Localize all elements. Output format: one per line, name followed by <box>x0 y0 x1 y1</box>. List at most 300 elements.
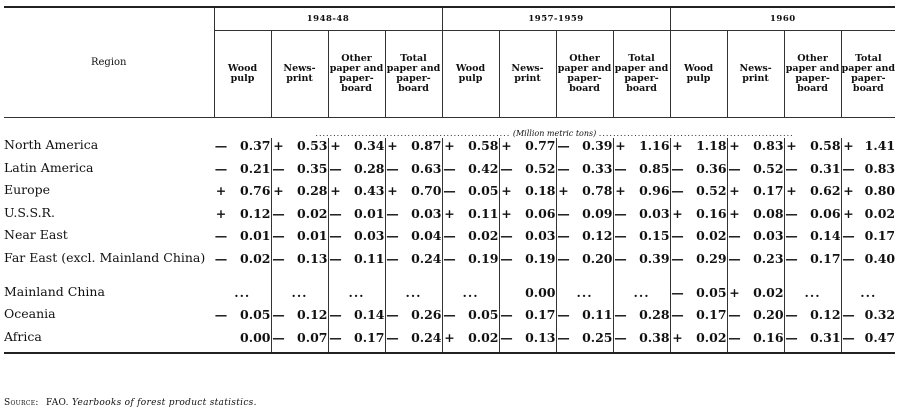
value-cell <box>727 138 784 161</box>
value-cell <box>727 183 784 206</box>
table-row <box>4 228 895 251</box>
value-cell <box>727 285 784 308</box>
value-cell <box>613 138 670 161</box>
region-column-header: Region <box>4 7 214 118</box>
sign-mark: — <box>386 228 399 243</box>
sign-mark: — <box>500 228 513 243</box>
value-cell <box>385 228 442 251</box>
value-number: 0.31 <box>810 160 841 176</box>
value-cell <box>214 330 271 354</box>
value-cell <box>613 228 670 251</box>
value-number: 0.02 <box>240 250 271 266</box>
value-cell <box>328 251 385 285</box>
value-cell <box>328 206 385 229</box>
value-number: 0.12 <box>582 228 613 243</box>
sign-mark: — <box>443 160 456 176</box>
value-number: 0.02 <box>696 329 727 345</box>
value-cell <box>727 206 784 229</box>
value-number: 0.07 <box>297 329 328 345</box>
region-label: Oceania <box>4 306 56 321</box>
value-number: 0.05 <box>240 307 271 322</box>
sign-mark: — <box>443 183 456 198</box>
value-cell <box>670 161 727 184</box>
value-cell <box>442 138 499 161</box>
value-number: 0.62 <box>810 183 841 198</box>
sign-mark: — <box>329 250 342 266</box>
value-number: 0.83 <box>864 160 896 176</box>
value-number: 0.00 <box>525 284 556 300</box>
sign-mark: — <box>728 307 741 322</box>
value-cell <box>727 161 784 184</box>
value-cell <box>841 161 895 184</box>
source-label: Source: <box>4 398 39 408</box>
sign-mark: + <box>672 329 683 345</box>
sign-mark: + <box>729 138 740 153</box>
value-number: 0.85 <box>639 160 670 176</box>
value-number: 0.38 <box>639 329 670 345</box>
value-number: 0.11 <box>582 307 613 322</box>
sign-mark: + <box>786 183 797 198</box>
sign-mark: + <box>444 329 455 345</box>
sign-mark: + <box>215 205 227 221</box>
sign-mark: + <box>729 183 740 198</box>
value-number: 0.02 <box>468 329 499 345</box>
sign-mark: — <box>614 329 627 345</box>
sign-mark: — <box>557 160 570 176</box>
value-cell <box>670 307 727 330</box>
source-title: Yearbooks of forest product statistics. <box>71 398 257 408</box>
value-number: 0.17 <box>696 307 727 322</box>
sign-mark: — <box>329 228 342 243</box>
units-row <box>4 118 895 139</box>
value-number: 0.26 <box>411 307 442 322</box>
value-number: 0.87 <box>411 138 442 153</box>
value-cell <box>613 251 670 285</box>
value-number: 0.02 <box>753 284 784 300</box>
sign-mark: + <box>729 284 740 300</box>
leader-dots: ....................................................... <box>598 129 794 138</box>
value-cell <box>385 138 442 161</box>
value-number: 0.11 <box>468 205 499 221</box>
not-available-mark: ... <box>633 284 650 300</box>
value-cell <box>841 251 895 285</box>
value-number: 0.32 <box>864 307 896 322</box>
table-row <box>4 285 895 308</box>
sign-mark: + <box>330 138 341 153</box>
not-available-mark: ... <box>348 284 365 300</box>
sign-mark: — <box>386 160 399 176</box>
sign-mark: + <box>387 138 398 153</box>
value-number: 0.52 <box>753 160 784 176</box>
value-number: 0.13 <box>297 250 328 266</box>
value-number: 0.35 <box>297 160 328 176</box>
value-number: 0.70 <box>411 183 442 198</box>
sign-mark: — <box>443 307 456 322</box>
header-period-row <box>4 7 895 31</box>
units-caption <box>214 118 895 139</box>
value-cell <box>385 307 442 330</box>
value-cell <box>214 307 271 330</box>
value-cell <box>214 138 271 161</box>
value-number: 0.05 <box>468 183 499 198</box>
sign-mark: — <box>443 250 456 266</box>
value-cell <box>214 183 271 206</box>
sign-mark: — <box>671 307 684 322</box>
value-cell <box>556 285 613 308</box>
value-cell <box>442 183 499 206</box>
value-cell <box>328 138 385 161</box>
value-number: 0.83 <box>753 138 784 153</box>
subcolumn-header: Wood pulp <box>670 31 727 118</box>
value-cell <box>385 206 442 229</box>
value-number: 0.02 <box>468 228 499 243</box>
sign-mark: — <box>557 307 570 322</box>
value-cell <box>499 161 556 184</box>
value-number: 0.01 <box>297 228 328 243</box>
region-label: Mainland China <box>4 283 105 299</box>
sign-mark: + <box>843 138 854 153</box>
value-cell <box>385 285 442 308</box>
value-number: 0.17 <box>810 250 841 266</box>
value-cell <box>841 138 895 161</box>
sign-mark: — <box>214 307 228 322</box>
value-number: 0.80 <box>864 183 896 198</box>
value-cell <box>271 228 328 251</box>
value-cell <box>271 251 328 285</box>
sign-mark: + <box>215 183 227 198</box>
table-row <box>4 183 895 206</box>
value-number: 0.58 <box>468 138 499 153</box>
sign-mark: — <box>272 205 285 221</box>
value-cell <box>499 138 556 161</box>
value-cell <box>385 183 442 206</box>
value-number: 0.00 <box>240 329 271 345</box>
value-cell <box>841 330 895 354</box>
sign-mark: + <box>729 205 740 221</box>
sign-mark: — <box>557 329 570 345</box>
value-number: 0.20 <box>753 307 784 322</box>
not-available-mark: ... <box>234 284 251 300</box>
value-cell <box>556 228 613 251</box>
value-cell <box>670 183 727 206</box>
value-cell <box>556 138 613 161</box>
value-number: 0.03 <box>411 205 442 221</box>
not-available-mark: ... <box>462 284 479 300</box>
value-cell <box>499 330 556 354</box>
subcolumn-header: News-print <box>727 31 784 118</box>
value-number: 0.33 <box>582 160 613 176</box>
value-cell <box>556 183 613 206</box>
value-cell <box>328 285 385 308</box>
subcolumn-header: Total paper and paper-board <box>613 31 670 118</box>
sign-mark: — <box>500 250 513 266</box>
sign-mark: + <box>330 183 341 198</box>
value-number: 0.02 <box>696 228 727 243</box>
value-cell <box>727 330 784 354</box>
value-number: 0.01 <box>240 228 271 243</box>
value-cell <box>442 330 499 354</box>
value-number: 0.36 <box>696 160 727 176</box>
not-available-mark: ... <box>804 284 821 300</box>
sign-mark: + <box>672 205 683 221</box>
sign-mark: — <box>614 250 627 266</box>
sign-mark: + <box>501 138 512 153</box>
value-number: 0.52 <box>525 160 556 176</box>
value-cell <box>670 228 727 251</box>
value-number: 0.03 <box>354 228 385 243</box>
value-number: 0.28 <box>354 160 385 176</box>
value-cell <box>214 161 271 184</box>
value-cell <box>613 183 670 206</box>
value-number: 0.24 <box>411 250 442 266</box>
sign-mark: — <box>614 160 627 176</box>
sign-mark: — <box>671 284 684 300</box>
sign-mark: + <box>558 183 569 198</box>
value-number: 0.06 <box>525 205 556 221</box>
value-cell <box>784 307 841 330</box>
value-number: 0.37 <box>240 138 271 153</box>
region-label: U.S.S.R. <box>4 204 55 220</box>
value-cell <box>841 228 895 251</box>
value-number: 0.34 <box>354 138 385 153</box>
subcolumn-header: News-print <box>499 31 556 118</box>
value-cell <box>328 161 385 184</box>
region-label: Far East (excl. Mainland China) <box>4 249 206 265</box>
value-cell <box>784 285 841 308</box>
value-number: 0.23 <box>753 250 784 266</box>
value-number: 0.08 <box>753 205 784 221</box>
sign-mark: — <box>214 228 228 243</box>
value-cell <box>613 307 670 330</box>
sign-mark: + <box>444 205 455 221</box>
value-cell <box>784 206 841 229</box>
value-number: 1.18 <box>696 138 727 153</box>
sign-mark: — <box>272 160 285 176</box>
not-available-mark: ... <box>576 284 593 300</box>
sign-mark: — <box>842 160 855 176</box>
value-cell <box>385 251 442 285</box>
sign-mark: — <box>785 160 798 176</box>
value-cell <box>271 330 328 354</box>
region-label: Europe <box>4 182 51 197</box>
sign-mark: — <box>500 160 513 176</box>
sign-mark: — <box>842 228 855 243</box>
sign-mark: + <box>615 138 626 153</box>
value-cell <box>442 206 499 229</box>
sign-mark: — <box>329 205 342 221</box>
value-number: 0.04 <box>411 228 442 243</box>
value-cell <box>784 138 841 161</box>
units-spacer <box>4 118 214 139</box>
value-cell <box>841 183 895 206</box>
source-note <box>4 398 257 408</box>
value-cell <box>556 330 613 354</box>
value-cell <box>271 206 328 229</box>
not-available-mark: ... <box>860 284 877 300</box>
value-number: 0.02 <box>864 205 896 221</box>
value-cell <box>214 251 271 285</box>
value-number: 0.77 <box>525 138 556 153</box>
region-label: Latin America <box>4 159 94 175</box>
value-cell <box>727 251 784 285</box>
sign-mark: — <box>500 307 513 322</box>
value-cell <box>556 206 613 229</box>
value-number: 0.78 <box>582 183 613 198</box>
table-container <box>4 6 894 354</box>
value-cell <box>841 307 895 330</box>
value-number: 0.25 <box>582 329 613 345</box>
value-number: 0.05 <box>696 284 727 300</box>
value-cell <box>271 307 328 330</box>
sign-mark: — <box>671 250 684 266</box>
value-cell <box>613 206 670 229</box>
value-number: 0.53 <box>297 138 328 153</box>
value-cell <box>784 330 841 354</box>
value-number: 0.52 <box>696 183 727 198</box>
sign-mark: — <box>329 160 342 176</box>
sign-mark: — <box>671 228 684 243</box>
sign-mark: — <box>614 228 627 243</box>
table-row <box>4 138 895 161</box>
value-cell <box>784 183 841 206</box>
value-number: 0.19 <box>525 250 556 266</box>
value-cell <box>271 183 328 206</box>
sign-mark: — <box>557 205 570 221</box>
sign-mark: — <box>443 228 456 243</box>
value-cell <box>784 161 841 184</box>
value-number: 0.12 <box>297 307 328 322</box>
value-cell <box>613 330 670 354</box>
sign-mark: + <box>786 138 797 153</box>
value-number: 0.14 <box>354 307 385 322</box>
region-label: North America <box>4 137 99 152</box>
sign-mark: — <box>785 329 798 345</box>
table-row <box>4 161 895 184</box>
value-cell <box>670 251 727 285</box>
source-org: FAO. <box>45 398 69 408</box>
value-number: 0.03 <box>639 205 670 221</box>
sign-mark: — <box>214 250 228 266</box>
sign-mark: — <box>728 228 741 243</box>
value-number: 0.09 <box>582 205 613 221</box>
subcolumn-header: Other paper and paper-board <box>556 31 613 118</box>
value-number: 0.03 <box>753 228 784 243</box>
sign-mark: — <box>214 138 228 153</box>
sign-mark: + <box>273 138 284 153</box>
sign-mark: — <box>272 250 285 266</box>
sign-mark: — <box>728 329 741 345</box>
value-cell <box>499 206 556 229</box>
sign-mark: — <box>671 160 684 176</box>
subcolumn-header: Total paper and paper-board <box>841 31 895 118</box>
subcolumn-header: Wood pulp <box>442 31 499 118</box>
value-cell <box>328 330 385 354</box>
sign-mark: — <box>785 205 798 221</box>
value-cell <box>670 138 727 161</box>
value-cell <box>385 161 442 184</box>
value-cell <box>556 251 613 285</box>
value-number: 0.12 <box>810 307 841 322</box>
value-cell <box>328 183 385 206</box>
value-number: 0.14 <box>810 228 841 243</box>
value-number: 0.18 <box>525 183 556 198</box>
value-cell <box>328 307 385 330</box>
value-cell <box>442 251 499 285</box>
value-number: 0.47 <box>864 329 896 345</box>
subcolumn-header: News-print <box>271 31 328 118</box>
value-number: 0.21 <box>240 160 271 176</box>
table-row <box>4 330 895 354</box>
value-cell <box>727 307 784 330</box>
table-row <box>4 307 895 330</box>
leader-dots: ....................................................... <box>315 129 511 138</box>
subcolumn-header: Other paper and paper-board <box>784 31 841 118</box>
value-number: 0.63 <box>411 160 442 176</box>
table-row <box>4 251 895 285</box>
value-number: 0.31 <box>810 329 841 345</box>
value-number: 0.11 <box>354 250 385 266</box>
units-label: (Million metric tons) <box>512 129 597 138</box>
value-cell <box>271 138 328 161</box>
value-cell <box>613 285 670 308</box>
value-cell <box>214 228 271 251</box>
value-number: 0.16 <box>753 329 784 345</box>
supply-demand-table <box>4 6 895 354</box>
sign-mark: + <box>843 183 854 198</box>
value-cell <box>385 330 442 354</box>
value-number: 0.29 <box>696 250 727 266</box>
value-number: 0.05 <box>468 307 499 322</box>
value-number: 0.17 <box>753 183 784 198</box>
value-number: 0.24 <box>411 329 442 345</box>
value-number: 0.39 <box>639 250 670 266</box>
value-cell <box>442 307 499 330</box>
sign-mark: — <box>614 205 627 221</box>
value-number: 0.40 <box>864 250 896 266</box>
value-number: 0.20 <box>582 250 613 266</box>
value-number: 0.06 <box>810 205 841 221</box>
value-cell <box>841 206 895 229</box>
sign-mark: — <box>557 228 570 243</box>
region-label: Africa <box>4 328 42 344</box>
sign-mark: — <box>842 307 855 322</box>
sign-mark: — <box>557 250 570 266</box>
value-number: 0.28 <box>639 307 670 322</box>
sign-mark: + <box>444 138 455 153</box>
sign-mark: — <box>386 250 399 266</box>
sign-mark: — <box>386 205 399 221</box>
region-label: Near East <box>4 227 68 242</box>
value-cell <box>499 251 556 285</box>
value-cell <box>499 228 556 251</box>
value-number: 0.28 <box>297 183 328 198</box>
sign-mark: — <box>386 329 399 345</box>
value-number: 0.43 <box>354 183 385 198</box>
subcolumn-header: Total paper and paper-board <box>385 31 442 118</box>
sign-mark: — <box>842 250 855 266</box>
value-cell <box>841 285 895 308</box>
value-number: 1.41 <box>864 138 896 153</box>
value-cell <box>442 228 499 251</box>
value-number: 1.16 <box>639 138 670 153</box>
period-header: 1960 <box>670 7 895 31</box>
value-number: 0.12 <box>240 205 271 221</box>
sign-mark: + <box>387 183 398 198</box>
value-number: 0.39 <box>582 138 613 153</box>
value-cell <box>556 307 613 330</box>
sign-mark: — <box>785 307 798 322</box>
period-header: 1957-1959 <box>442 7 670 31</box>
